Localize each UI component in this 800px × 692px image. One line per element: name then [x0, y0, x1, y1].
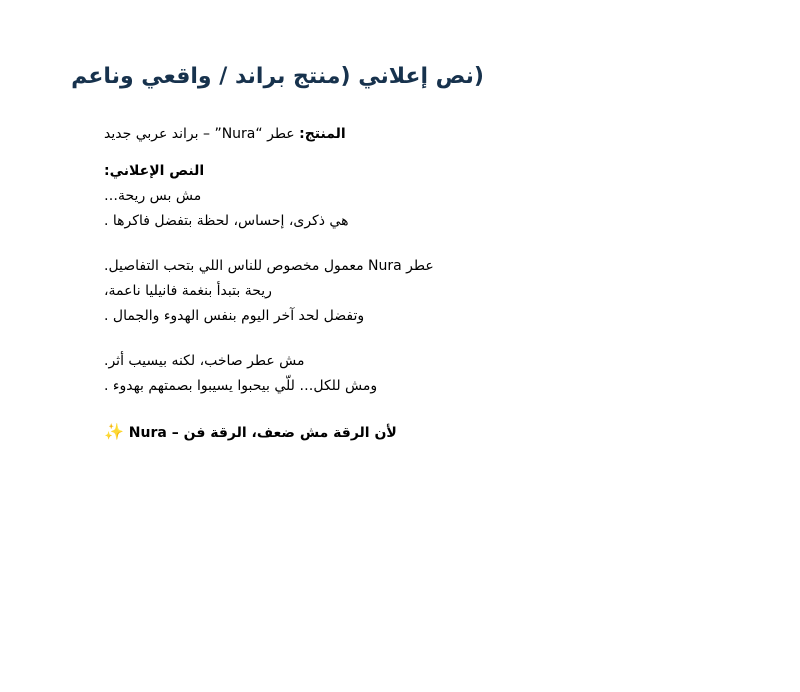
ad-line: ومش للكل… للّي بيحبوا يسيبوا بصمتهم بهدوء .: [104, 378, 378, 394]
ad-line: مش عطر صاخب، لكنه بيسيب أثر.: [104, 353, 305, 369]
ad-heading: النص الإعلاني:: [104, 163, 205, 179]
tagline-text: لأن الرقة مش ضعف، الرقة فن – Nura: [128, 425, 397, 441]
ad-line: هي ذكرى، إحساس، لحظة بتفضل فاكرها .: [104, 213, 349, 229]
ad-line: ريحة بتبدأ بنغمة فانيليا ناعمة،: [104, 283, 272, 299]
ad-line: مش بس ريحة…: [104, 188, 202, 204]
ad-line: وتفضل لحد آخر اليوم بنفس الهدوء والجمال .: [104, 308, 365, 324]
product-text: عطر “Nura” – براند عربي جديد: [104, 126, 295, 142]
product-label: المنتج:: [299, 126, 346, 142]
ad-line: عطر Nura معمول مخصوص للناس اللي بتحب التفاصيل.: [104, 258, 434, 274]
sparkles-icon: ✨: [104, 422, 124, 441]
tagline: [104, 419, 484, 446]
page-title: (نص إعلاني (منتج براند / واقعي وناعم: [71, 64, 484, 89]
product-line: [104, 122, 484, 147]
document: [71, 60, 484, 446]
